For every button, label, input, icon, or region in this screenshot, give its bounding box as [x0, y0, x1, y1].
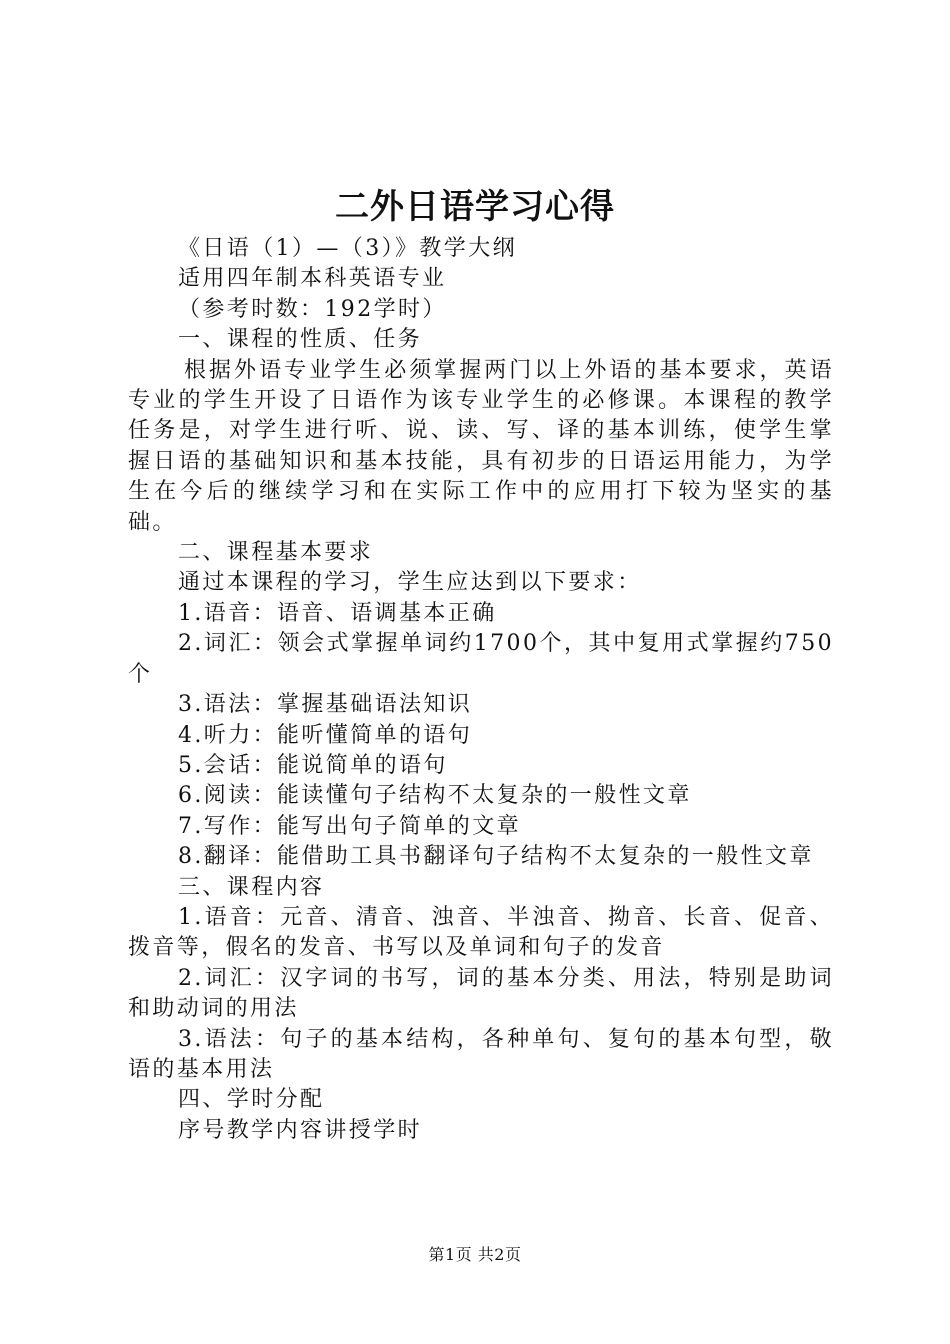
- requirement-item: 7.写作：能写出句子简单的文章: [178, 813, 521, 839]
- requirement-item: 5.会话：能说简单的语句: [178, 752, 448, 778]
- applicable-major: 适用四年制本科英语专业: [178, 266, 447, 292]
- document-title: 二外日语学习心得: [335, 187, 615, 227]
- requirement-item: 6.阅读：能读懂句子结构不太复杂的一般性文章: [178, 783, 692, 809]
- requirement-item: 8.翻译：能借助工具书翻译句子结构不太复杂的一般性文章: [178, 844, 814, 870]
- document-body: [128, 234, 834, 1146]
- paragraph-requirements-intro: 通过本课程的学习，学生应达到以下要求：: [178, 570, 642, 596]
- section-heading-nature: 一、课程的性质、任务: [178, 327, 423, 353]
- section-heading-content: 三、课程内容: [178, 874, 325, 900]
- syllabus-name: 《日语（1）—（3）》教学大纲: [178, 236, 517, 261]
- content-item: 2.词汇：汉字词的书写，词的基本分类、用法，特别是助词和助动词的用法: [128, 965, 834, 1022]
- requirement-item: 1.语音：语音、语调基本正确: [178, 600, 497, 626]
- requirement-item: 2.词汇：领会式掌握单词约1700个，其中复用式掌握约750个: [128, 631, 834, 687]
- requirement-item: 3.语法：掌握基础语法知识: [178, 692, 473, 718]
- hours-table-header: 序号教学内容讲授学时: [178, 1117, 423, 1143]
- requirement-item: 4.听力：能听懂简单的语句: [178, 722, 473, 748]
- paragraph-nature: 根据外语专业学生必须掌握两门以上外语的基本要求，英语专业的学生开设了日语作为该专业学生的必修课。本课程的教学任务是，对学生进行听、说、读、写、译的基本训练，使学生掌握日语的基础知识和基本技能，具有初步的日语运用能力，为学生在今后的继续学习和在实际工作中的应用打下较为坚实的基础。: [128, 357, 834, 535]
- page-footer: 第1页 共2页: [428, 1245, 522, 1264]
- section-heading-requirements: 二、课程基本要求: [178, 540, 374, 566]
- content-item: 1.语音：元音、清音、浊音、半浊音、拗音、长音、促音、拨音等，假名的发音、书写以及单词和句子的发音: [128, 904, 834, 961]
- section-heading-hours: 四、学时分配: [178, 1087, 325, 1113]
- content-item: 3.语法：句子的基本结构，各种单句、复句的基本句型，敬语的基本用法: [128, 1026, 834, 1082]
- reference-hours: （参考时数：192学时）: [178, 296, 447, 322]
